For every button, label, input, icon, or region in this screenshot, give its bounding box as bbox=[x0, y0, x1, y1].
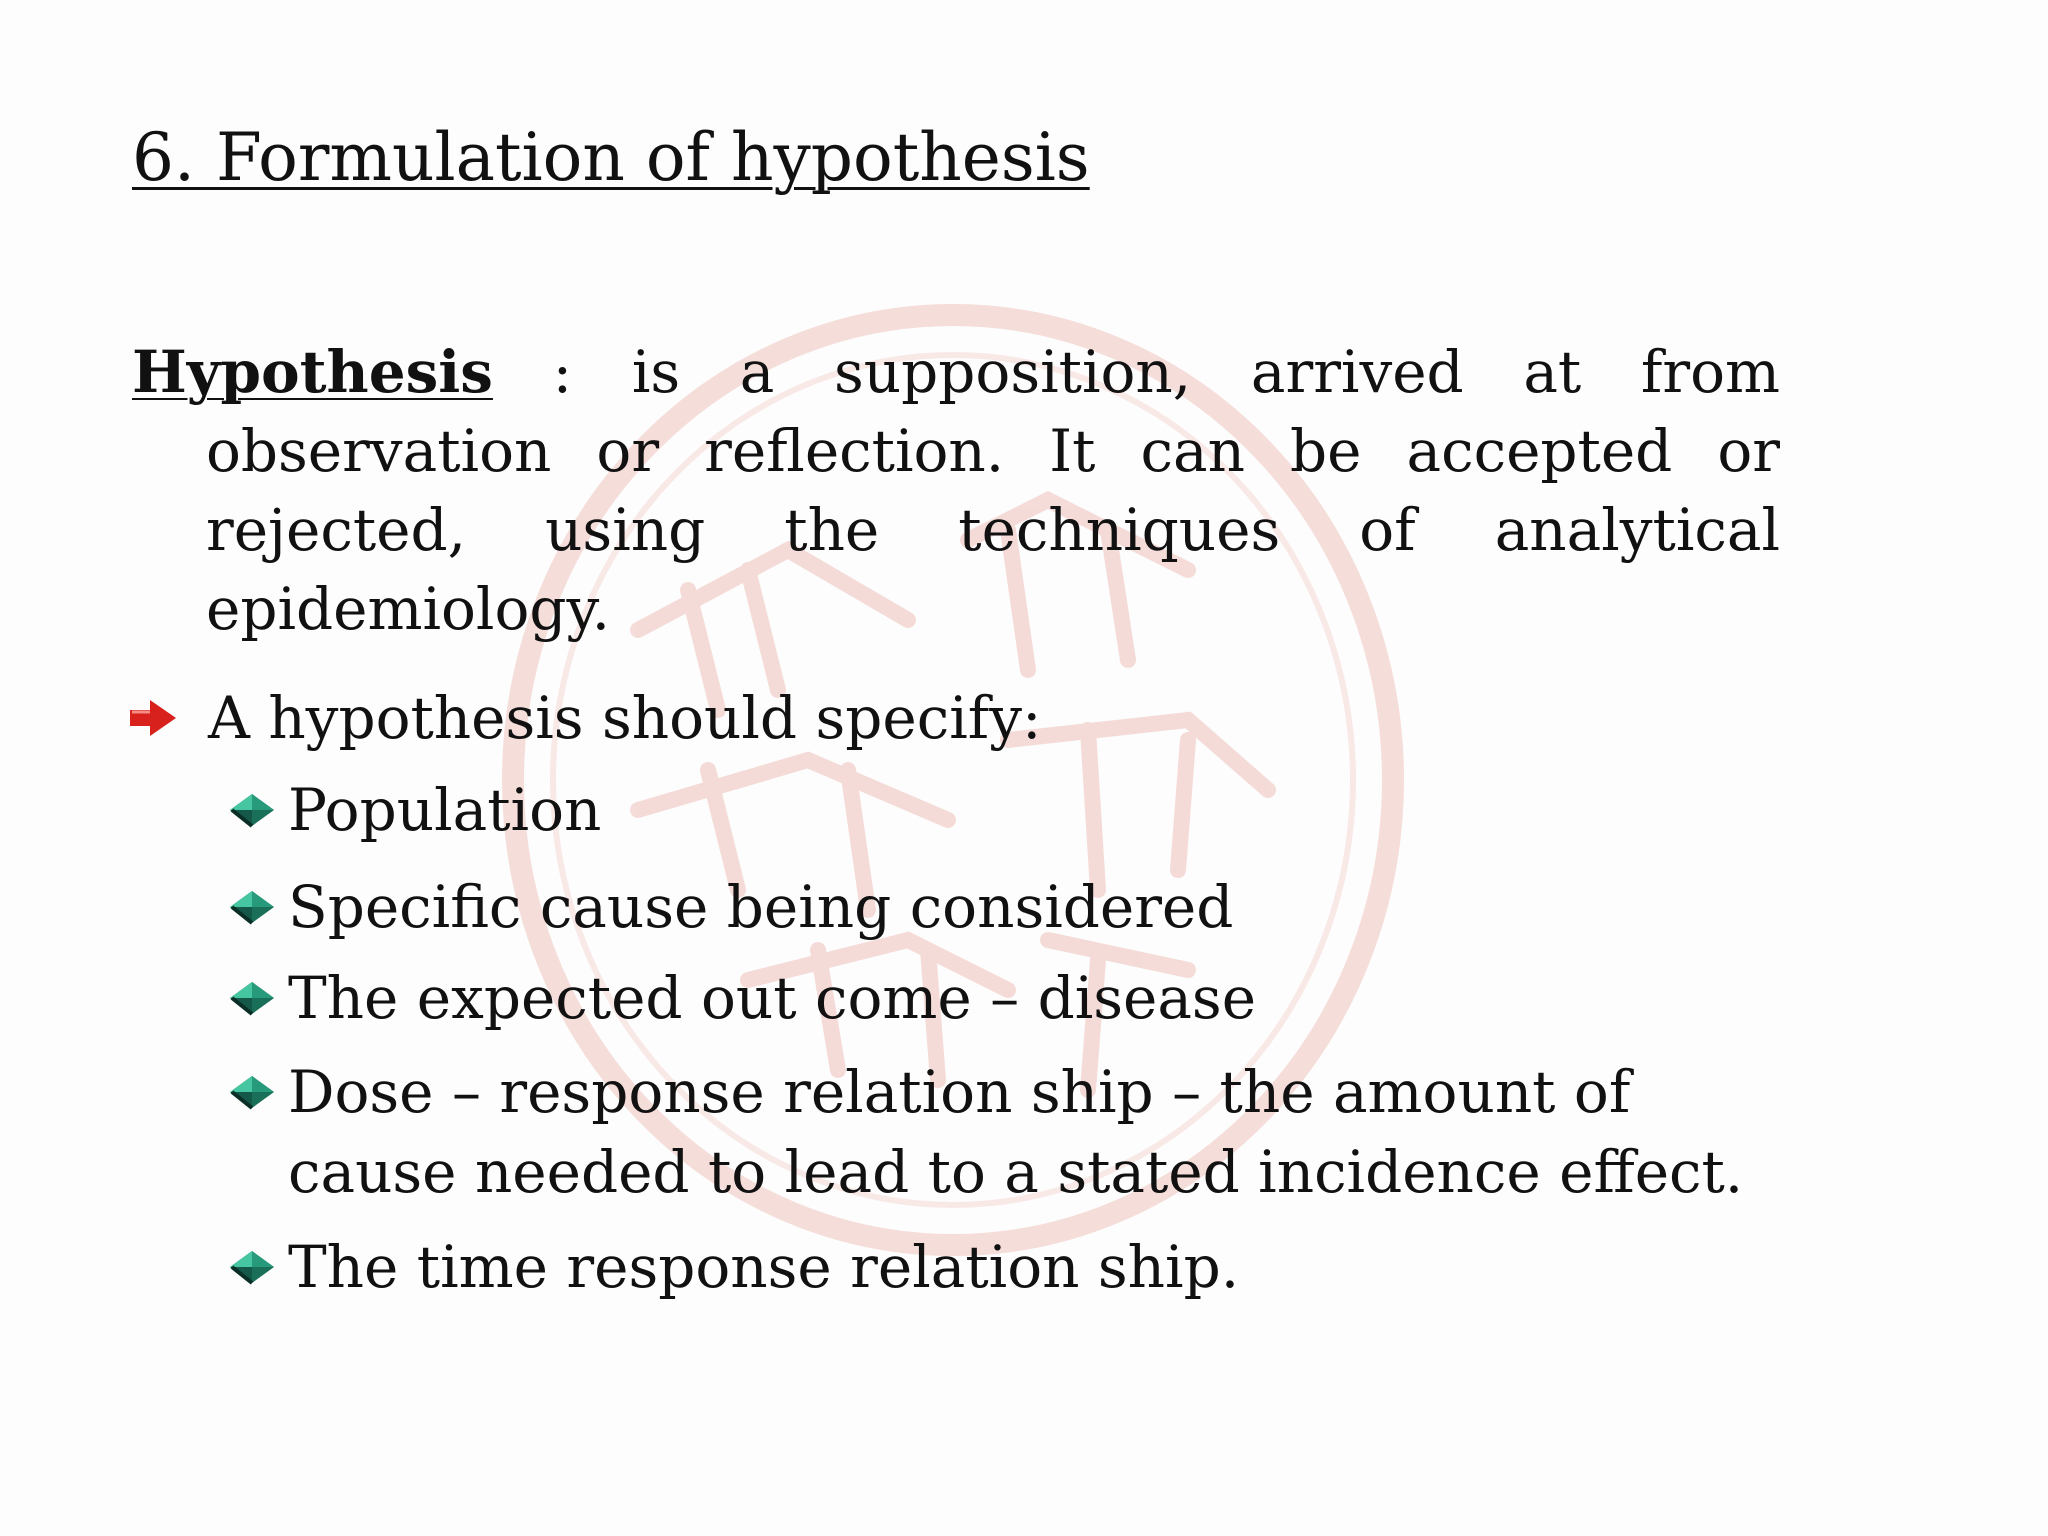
list-item bbox=[226, 867, 1786, 947]
list-item-text: Population bbox=[288, 776, 602, 844]
list-item bbox=[226, 1052, 1786, 1212]
green-gem-icon bbox=[226, 978, 278, 1018]
definition-separator: : bbox=[492, 338, 632, 406]
list-item-text: Specific cause being considered bbox=[288, 873, 1234, 941]
list-item bbox=[226, 1227, 1786, 1307]
list-item-text: Dose – response relation ship – the amount of cause needed to lead to a stated incidence effect. bbox=[288, 1058, 1744, 1206]
definition-text: is a supposition, arrived at from observation or reflection. It can be accepted or rejected, using the techniques of analytical epidemiology. bbox=[206, 338, 1781, 643]
list-item-text: The expected out come – disease bbox=[288, 964, 1257, 1032]
list-item bbox=[226, 770, 1786, 850]
slide-title: 6. Formulation of hypothesis bbox=[132, 119, 1090, 196]
hypothesis-definition bbox=[132, 333, 1780, 649]
green-gem-icon bbox=[226, 1072, 278, 1112]
lead-item-text: A hypothesis should specify: bbox=[208, 684, 1042, 752]
list-item bbox=[226, 958, 1786, 1038]
list-item-text: The time response relation ship. bbox=[288, 1233, 1240, 1301]
green-gem-icon bbox=[226, 887, 278, 927]
red-arrow-icon bbox=[128, 698, 180, 738]
lead-list-item bbox=[128, 680, 1042, 756]
definition-term: Hypothesis bbox=[132, 338, 493, 406]
green-gem-icon bbox=[226, 790, 278, 830]
green-gem-icon bbox=[226, 1247, 278, 1287]
